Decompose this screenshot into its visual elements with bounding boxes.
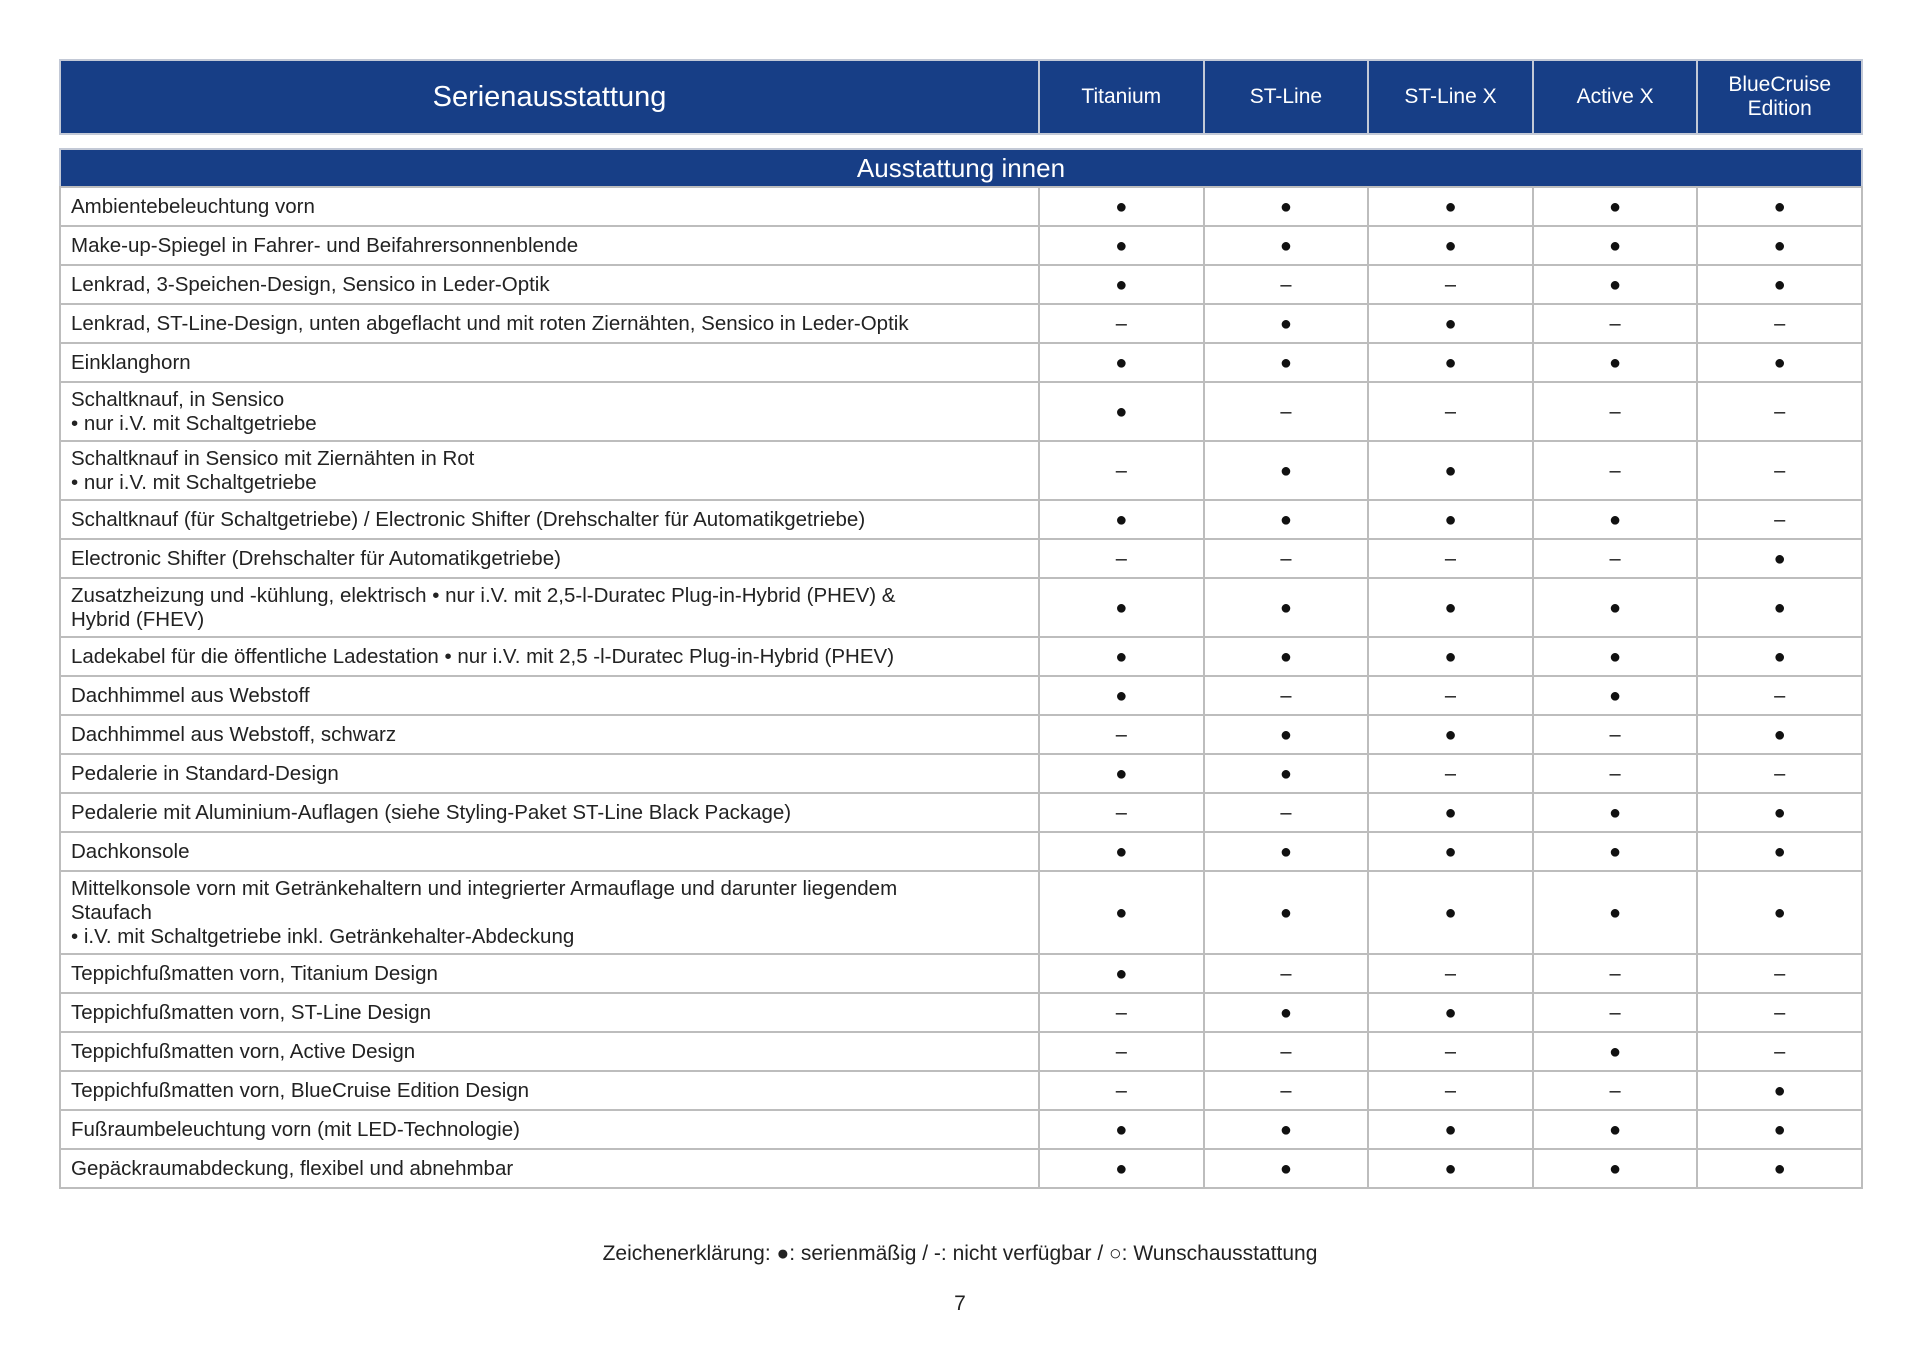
not-available-dash-icon: – [1533,1071,1698,1110]
feature-label: Schaltknauf (für Schaltgetriebe) / Electronic Shifter (Drehschalter für Automatikgetriebe) [60,500,1039,539]
not-available-dash-icon: – [1368,676,1533,715]
table-row [60,754,1862,793]
feature-label: Ladekabel für die öffentliche Ladestation • nur i.V. mit 2,5 -l-Duratec Plug-in-Hybrid (PHEV) [60,637,1039,676]
not-available-dash-icon: – [1533,993,1698,1032]
standard-dot-icon: ● [1204,578,1369,637]
standard-dot-icon: ● [1697,793,1862,832]
standard-dot-icon: ● [1697,1071,1862,1110]
table-row [60,500,1862,539]
standard-dot-icon: ● [1204,871,1369,954]
not-available-dash-icon: – [1697,382,1862,441]
not-available-dash-icon: – [1697,993,1862,1032]
standard-dot-icon: ● [1697,187,1862,226]
table-row [60,441,1862,500]
feature-label: Teppichfußmatten vorn, BlueCruise Edition Design [60,1071,1039,1110]
table-row [60,832,1862,871]
standard-dot-icon: ● [1039,954,1204,993]
table-row [60,382,1862,441]
not-available-dash-icon: – [1368,382,1533,441]
not-available-dash-icon: – [1039,993,1204,1032]
feature-label: Pedalerie in Standard-Design [60,754,1039,793]
feature-label: Zusatzheizung und -kühlung, elektrisch • nur i.V. mit 2,5-l-Duratec Plug-in-Hybrid (PHEV) & Hybrid (FHEV) [60,578,1039,637]
variant-titanium: Titanium [1039,60,1204,134]
standard-dot-icon: ● [1204,187,1369,226]
standard-dot-icon: ● [1533,1110,1698,1149]
feature-label: Teppichfußmatten vorn, Titanium Design [60,954,1039,993]
standard-dot-icon: ● [1697,832,1862,871]
not-available-dash-icon: – [1697,500,1862,539]
standard-dot-icon: ● [1533,1149,1698,1188]
standard-dot-icon: ● [1533,793,1698,832]
standard-dot-icon: ● [1368,304,1533,343]
standard-dot-icon: ● [1204,304,1369,343]
table-row [60,1110,1862,1149]
header-row [60,60,1862,134]
not-available-dash-icon: – [1204,793,1369,832]
standard-dot-icon: ● [1204,226,1369,265]
standard-dot-icon: ● [1368,343,1533,382]
not-available-dash-icon: – [1533,954,1698,993]
feature-label: Make-up-Spiegel in Fahrer- und Beifahrersonnenblende [60,226,1039,265]
not-available-dash-icon: – [1204,265,1369,304]
standard-dot-icon: ● [1039,871,1204,954]
not-available-dash-icon: – [1039,1071,1204,1110]
not-available-dash-icon: – [1697,304,1862,343]
table-row [60,265,1862,304]
feature-label: Einklanghorn [60,343,1039,382]
feature-label: Dachkonsole [60,832,1039,871]
not-available-dash-icon: – [1533,754,1698,793]
table-row [60,715,1862,754]
standard-dot-icon: ● [1204,441,1369,500]
standard-dot-icon: ● [1697,715,1862,754]
not-available-dash-icon: – [1533,539,1698,578]
not-available-dash-icon: – [1533,304,1698,343]
header-table [59,59,1863,135]
standard-dot-icon: ● [1697,539,1862,578]
standard-dot-icon: ● [1533,578,1698,637]
standard-dot-icon: ● [1533,500,1698,539]
feature-label: Lenkrad, ST-Line-Design, unten abgeflacht und mit roten Ziernähten, Sensico in Leder-Optik [60,304,1039,343]
standard-dot-icon: ● [1533,187,1698,226]
not-available-dash-icon: – [1039,715,1204,754]
not-available-dash-icon: – [1039,304,1204,343]
table-row [60,343,1862,382]
standard-dot-icon: ● [1204,637,1369,676]
not-available-dash-icon: – [1039,441,1204,500]
table-row [60,304,1862,343]
variant-st-line: ST-Line [1204,60,1369,134]
standard-dot-icon: ● [1039,578,1204,637]
not-available-dash-icon: – [1368,265,1533,304]
standard-dot-icon: ● [1697,871,1862,954]
standard-dot-icon: ● [1368,578,1533,637]
not-available-dash-icon: – [1697,754,1862,793]
standard-dot-icon: ● [1204,343,1369,382]
standard-dot-icon: ● [1368,1149,1533,1188]
feature-label: Gepäckraumabdeckung, flexibel und abnehmbar [60,1149,1039,1188]
not-available-dash-icon: – [1039,539,1204,578]
feature-label: Pedalerie mit Aluminium-Auflagen (siehe Styling-Paket ST-Line Black Package) [60,793,1039,832]
not-available-dash-icon: – [1368,954,1533,993]
table-row [60,871,1862,954]
feature-label: Ambientebeleuchtung vorn [60,187,1039,226]
not-available-dash-icon: – [1039,793,1204,832]
table-row [60,578,1862,637]
variant-bluecruise-edition: BlueCruise Edition [1697,60,1862,134]
standard-dot-icon: ● [1697,343,1862,382]
standard-dot-icon: ● [1697,1149,1862,1188]
not-available-dash-icon: – [1204,539,1369,578]
not-available-dash-icon: – [1204,382,1369,441]
standard-dot-icon: ● [1368,637,1533,676]
standard-dot-icon: ● [1697,1110,1862,1149]
feature-label: Schaltknauf, in Sensico • nur i.V. mit Schaltgetriebe [60,382,1039,441]
table-row [60,793,1862,832]
table-row [60,954,1862,993]
standard-dot-icon: ● [1533,832,1698,871]
standard-dot-icon: ● [1697,578,1862,637]
standard-dot-icon: ● [1533,1032,1698,1071]
feature-label: Teppichfußmatten vorn, Active Design [60,1032,1039,1071]
standard-dot-icon: ● [1533,637,1698,676]
not-available-dash-icon: – [1533,382,1698,441]
not-available-dash-icon: – [1697,676,1862,715]
feature-label: Dachhimmel aus Webstoff, schwarz [60,715,1039,754]
standard-dot-icon: ● [1368,441,1533,500]
feature-label: Lenkrad, 3-Speichen-Design, Sensico in Leder-Optik [60,265,1039,304]
standard-dot-icon: ● [1697,226,1862,265]
not-available-dash-icon: – [1533,441,1698,500]
table-row [60,993,1862,1032]
standard-dot-icon: ● [1204,754,1369,793]
not-available-dash-icon: – [1697,1032,1862,1071]
standard-dot-icon: ● [1039,187,1204,226]
not-available-dash-icon: – [1697,954,1862,993]
standard-dot-icon: ● [1533,871,1698,954]
table-row [60,676,1862,715]
standard-dot-icon: ● [1533,343,1698,382]
table-row [60,187,1862,226]
not-available-dash-icon: – [1204,954,1369,993]
standard-dot-icon: ● [1368,993,1533,1032]
table-row [60,1032,1862,1071]
not-available-dash-icon: – [1039,1032,1204,1071]
standard-dot-icon: ● [1039,382,1204,441]
section-header-row [60,149,1862,187]
not-available-dash-icon: – [1204,1032,1369,1071]
standard-dot-icon: ● [1039,1149,1204,1188]
standard-dot-icon: ● [1204,832,1369,871]
standard-dot-icon: ● [1039,265,1204,304]
header-title: Serienausstattung [60,60,1039,134]
standard-dot-icon: ● [1204,1110,1369,1149]
standard-dot-icon: ● [1368,187,1533,226]
standard-dot-icon: ● [1368,871,1533,954]
standard-dot-icon: ● [1204,1149,1369,1188]
variant-st-line-x: ST-Line X [1368,60,1533,134]
table-row [60,1149,1862,1188]
not-available-dash-icon: – [1204,1071,1369,1110]
standard-dot-icon: ● [1039,343,1204,382]
standard-dot-icon: ● [1697,637,1862,676]
standard-dot-icon: ● [1204,993,1369,1032]
standard-dot-icon: ● [1368,500,1533,539]
standard-dot-icon: ● [1533,226,1698,265]
standard-dot-icon: ● [1039,754,1204,793]
feature-label: Teppichfußmatten vorn, ST-Line Design [60,993,1039,1032]
standard-dot-icon: ● [1368,832,1533,871]
standard-dot-icon: ● [1533,265,1698,304]
standard-dot-icon: ● [1039,637,1204,676]
not-available-dash-icon: – [1204,676,1369,715]
standard-dot-icon: ● [1368,793,1533,832]
standard-dot-icon: ● [1204,500,1369,539]
table-row [60,539,1862,578]
legend: Zeichenerklärung: ●: serienmäßig / -: nicht verfügbar / ○: Wunschausstattung [602,1242,1318,1265]
section-title: Ausstattung innen [60,149,1862,187]
standard-dot-icon: ● [1368,226,1533,265]
feature-label: Schaltknauf in Sensico mit Ziernähten in Rot • nur i.V. mit Schaltgetriebe [60,441,1039,500]
not-available-dash-icon: – [1368,1071,1533,1110]
standard-dot-icon: ● [1533,676,1698,715]
standard-dot-icon: ● [1697,265,1862,304]
variant-active-x: Active X [1533,60,1698,134]
standard-dot-icon: ● [1039,226,1204,265]
not-available-dash-icon: – [1368,539,1533,578]
table-row [60,226,1862,265]
feature-label: Fußraumbeleuchtung vorn (mit LED-Technologie) [60,1110,1039,1149]
feature-label: Dachhimmel aus Webstoff [60,676,1039,715]
standard-dot-icon: ● [1204,715,1369,754]
standard-dot-icon: ● [1368,1110,1533,1149]
table-row [60,637,1862,676]
not-available-dash-icon: – [1697,441,1862,500]
standard-dot-icon: ● [1039,500,1204,539]
not-available-dash-icon: – [1533,715,1698,754]
standard-dot-icon: ● [1039,676,1204,715]
equipment-table [59,148,1863,1189]
feature-label: Mittelkonsole vorn mit Getränkehaltern und integrierter Armauflage und darunter liegendem Staufach • i.V. mit Schaltgetriebe inkl. Getränkehalter-Abdeckung [60,871,1039,954]
standard-dot-icon: ● [1039,832,1204,871]
standard-dot-icon: ● [1039,1110,1204,1149]
table-row [60,1071,1862,1110]
not-available-dash-icon: – [1368,754,1533,793]
standard-dot-icon: ● [1368,715,1533,754]
not-available-dash-icon: – [1368,1032,1533,1071]
feature-label: Electronic Shifter (Drehschalter für Automatikgetriebe) [60,539,1039,578]
page-number: 7 [954,1292,966,1315]
